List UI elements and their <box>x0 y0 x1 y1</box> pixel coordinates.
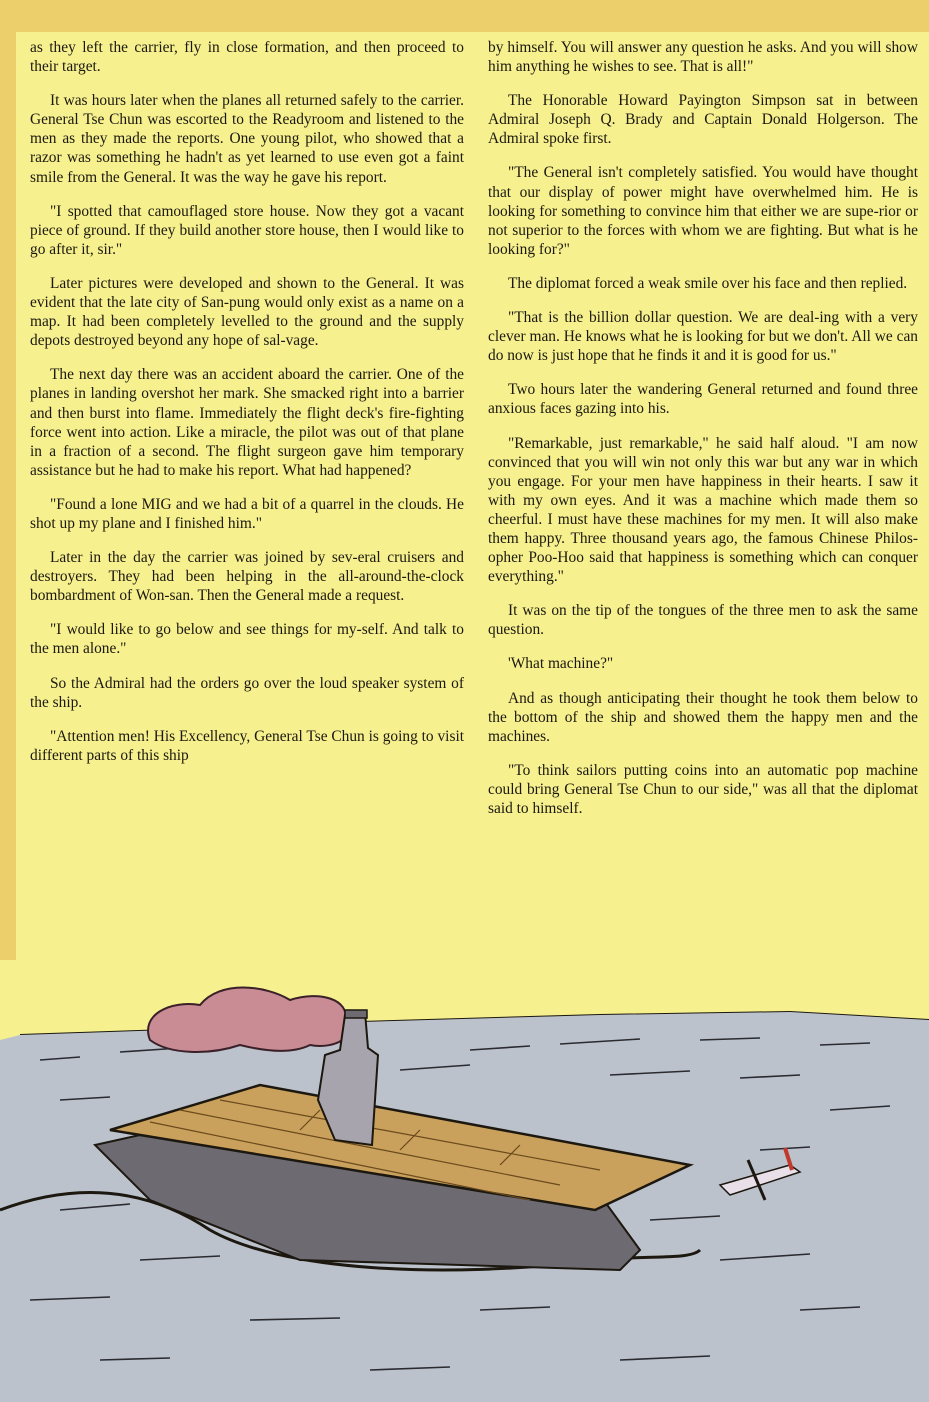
paragraph: So the Admiral had the orders go over the loud speaker system of the ship. <box>30 674 464 711</box>
smokestack <box>345 1010 367 1018</box>
paragraph: Later pictures were developed and shown to the General. It was evident that the late city of San-pung would only exist as a name on a map. It had been completely levelled to the ground and the supply depots destroyed beyond any hope of sal-vage. <box>30 274 464 350</box>
paragraph: The diplomat forced a weak smile over his face and then replied. <box>508 274 908 292</box>
paragraph: "I would like to go below and see things for my-self. And talk to the men alone." <box>30 621 464 658</box>
aircraft-carrier-illustration <box>0 960 929 1402</box>
paragraph: 'What machine?" <box>508 655 614 673</box>
paragraph: And as though anticipating their thought he took them below to the bottom of the ship and showed them the happy men and the machines. <box>488 689 918 745</box>
paragraph: as they left the carrier, fly in close formation, and then proceed to their target. <box>30 39 464 76</box>
paragraph: It was on the tip of the tongues of the three men to ask the same question. <box>488 602 918 639</box>
paragraph: by himself. You will answer any question he asks. And you will show him anything he wishes to see. That is all!" <box>488 39 918 76</box>
paragraph: "I spotted that camouflaged store house. Now they got a vacant piece of ground. If they build another store house, then I would like to go after it, sir." <box>30 202 464 258</box>
paragraph: It was hours later when the planes all returned safely to the carrier. General Tse Chun was escorted to the Readyroom and listened to the men as they made the reports. One young pilot, who showed that a razor was something he hadn't as yet learned to use even got a faint smile from the General. It was the way he gave his report. <box>30 92 464 186</box>
paragraph: "Found a lone MIG and we had a bit of a quarrel in the clouds. He shot up my plane and I finished him." <box>30 495 464 532</box>
paragraph: "To think sailors putting coins into an automatic pop machine could bring General Tse Chun to our side," was all that the diplomat said to himself. <box>488 761 918 817</box>
paragraph: Two hours later the wandering General returned and found three anxious faces gazing into his. <box>488 381 918 418</box>
paragraph: The Honorable Howard Payington Simpson sat in between Admiral Joseph Q. Brady and Captain Donald Holgerson. The Admiral spoke first. <box>488 92 918 148</box>
paragraph: "Attention men! His Excellency, General Tse Chun is going to visit different parts of this ship <box>30 727 464 764</box>
right-text-column <box>488 38 918 833</box>
paragraph: "Remarkable, just remarkable," he said half aloud. "I am now convinced that you will win not only this war but any war in which you engage. For your men have happiness in their hearts. I saw it with my own eyes. And it was a machine which made them so cheerful. I must have these machines for my men. It will also make them happy. Three thousand years ago, the famous Chinese Philos-opher Poo-Hoo said that happiness is something which can conquer everything." <box>488 434 918 586</box>
left-text-column <box>30 38 464 780</box>
paragraph: "The General isn't completely satisfied. You would have thought that our display of power might have overwhelmed him. He is looking for something to convince him that either we are supe-rior or not superior to the forces with whom we are fighting. But what is he looking for?" <box>488 164 918 258</box>
paragraph: Later in the day the carrier was joined by sev-eral cruisers and destroyers. They had been helping in the all-around-the-clock bombardment of Won-san. Then the General made a request. <box>30 549 464 605</box>
paragraph: The next day there was an accident aboard the carrier. One of the planes in landing overshot her mark. She smacked right into a barrier and then burst into flame. Immediately the flight deck's fire-fighting force went into action. Like a miracle, the pilot was out of that plane in a fraction of a second. The flight surgeon gave him temporary assistance but he had to make his report. What had happened? <box>30 366 464 479</box>
paragraph: "That is the billion dollar question. We are deal-ing with a very clever man. He knows what he is looking for but we don't. All we can do now is just hope that he finds it and it is good for us." <box>488 309 918 365</box>
